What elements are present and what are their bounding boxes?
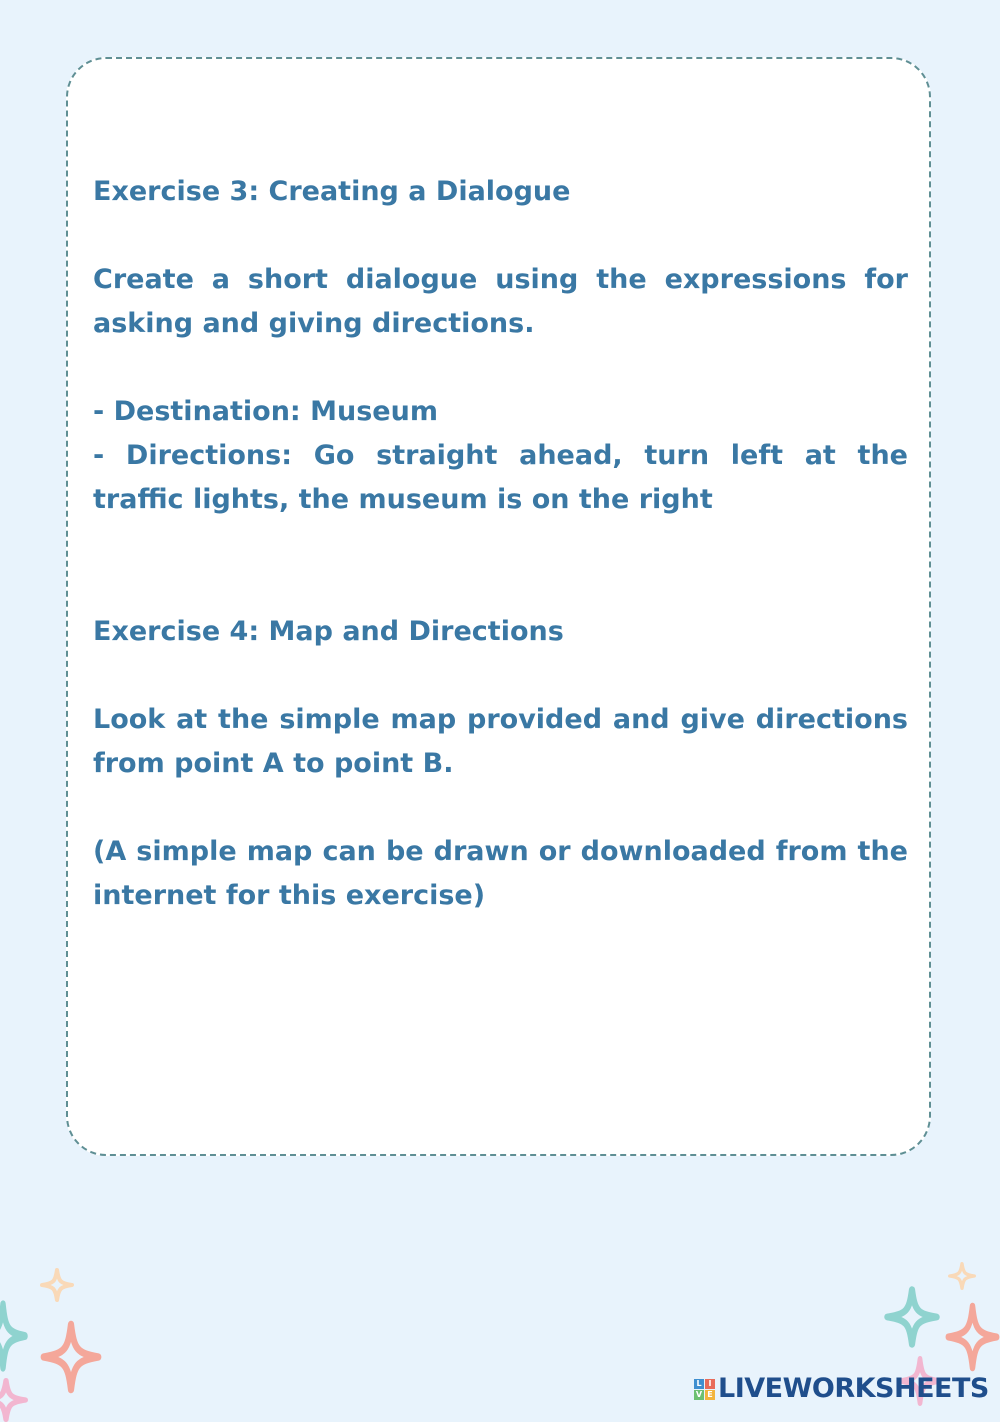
sparkle-peach-small-icon <box>948 1262 976 1290</box>
exercise4-note: (A simple map can be drawn or downloaded from the internet for this exercise) <box>93 836 908 911</box>
sparkle-teal-icon <box>0 1300 28 1372</box>
sparkle-salmon-right-icon <box>945 1302 1000 1372</box>
exercise4-heading: Exercise 4: Map and Directions <box>93 616 564 647</box>
exercise3-heading: Exercise 3: Creating a Dialogue <box>93 176 571 207</box>
sparkle-pink-icon <box>0 1378 30 1422</box>
logo-letter-e: E <box>705 1390 715 1400</box>
sparkle-salmon-icon <box>40 1320 102 1394</box>
logo-letter-l: L <box>694 1379 704 1389</box>
worksheet-content <box>93 170 908 918</box>
logo-grid-icon <box>694 1379 715 1400</box>
sparkle-teal-right-icon <box>884 1286 940 1348</box>
logo-letter-i: I <box>705 1379 715 1389</box>
exercise3-destination: - Destination: Museum <box>93 396 438 427</box>
brand-name: LIVEWORKSHEETS <box>718 1373 989 1404</box>
exercise3-directions: - Directions: Go straight ahead, turn left at the traffic lights, the museum is on the right <box>93 440 908 515</box>
logo-letter-v: V <box>695 1389 703 1399</box>
sparkle-peach-icon <box>40 1268 74 1302</box>
exercise4-instruction: Look at the simple map provided and give directions from point A to point B. <box>93 704 908 779</box>
liveworksheets-logo <box>694 1373 989 1405</box>
exercise3-instruction: Create a short dialogue using the expressions for asking and giving directions. <box>93 264 908 339</box>
